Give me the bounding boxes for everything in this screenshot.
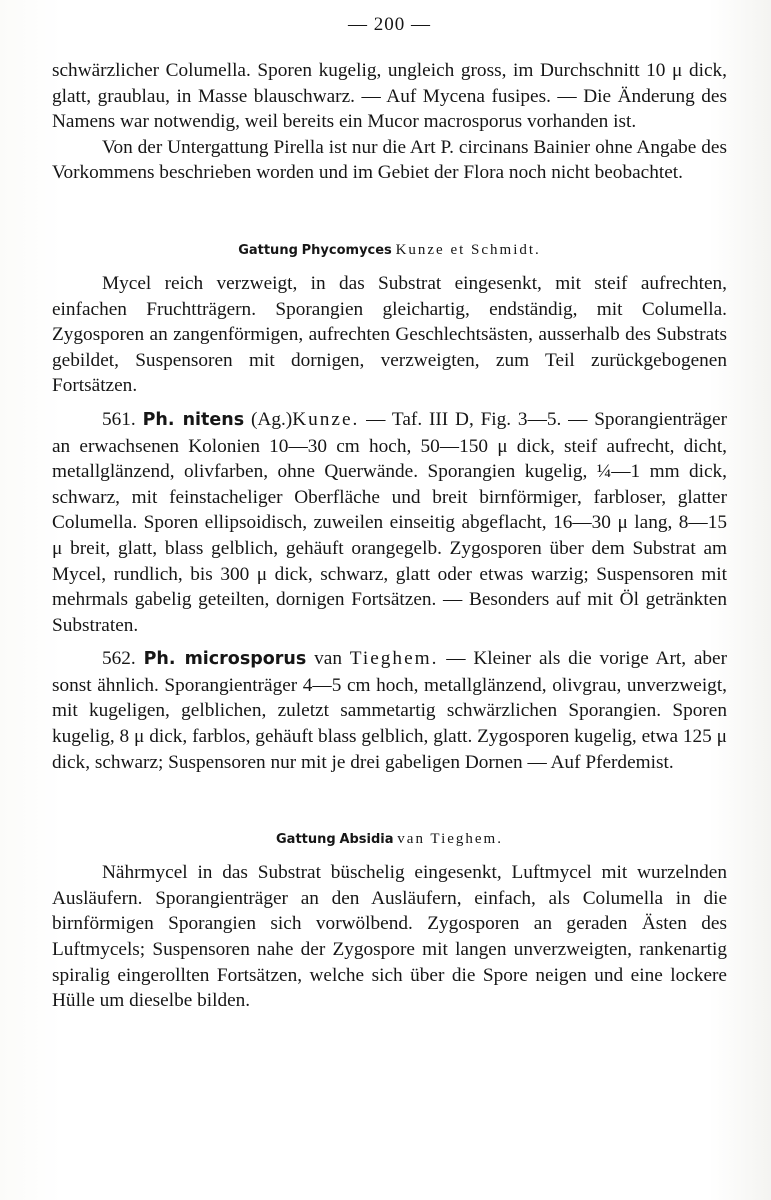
species-number: 561. — [102, 408, 136, 430]
paragraph-pirella: Von der Untergattung Pirella ist nur die Art P. circinans Bainier ohne Angabe des Vorkommens beschrieben worden und im Gebiet der Flora noch nicht beobachtet. — [52, 136, 727, 184]
species-text: — Kleiner als die vorige Art, aber sonst ähnlich. Sporangienträger 4—5 cm hoch, metallglänzend, olivgrau, unverzweigt, mit kugeligen, gelblichen, zuletzt sammetartig schwärzlichen Sporangien. Sporen kugelig, 8 μ dick, farblos, gehäuft blass gelblich, glatt. Zygosporen kugelig, etwa 125 μ dick, schwarz; Suspensoren nur mit je drei gabeligen Dornen — Auf Pferdemist. — [52, 648, 728, 773]
species-name: Ph. nitens — [142, 409, 245, 430]
genus-name: Phycomyces — [301, 242, 392, 258]
species-author-pre: (Ag.) — [250, 408, 293, 430]
species-text: — Taf. III D, Fig. 3—5. — Sporangienträger an erwachsenen Kolonien 10—30 cm hoch, 50—150 μ dick, steif aufrecht, dicht, metallglänzend, olivfarben, ohne Querwände. Sporangien kugelig, ¼—1 mm dick, schwarz, mit feinstacheliger Oberfläche und breit birnförmiger, farbloser, glatter Columella. Sporen ellipsoidisch, zuweilen einseitig abgeflacht, 16—30 μ lang, 8—15 μ breit, glatt, blass gelblich, gehäuft orangegelb. Zygosporen über dem Substrat am Mycel, rundlich, bis 300 μ dick, schwarz, glatt oder etwas warzig; Suspensoren mit mehrmals gabelig geteilten, dornigen Fortsätzen. — Besonders auf mit Öl getränkten Substraten. — [52, 408, 727, 636]
genus-heading-phycomyces — [52, 240, 727, 261]
species-entry-562 — [52, 646, 727, 775]
genus-heading-absidia — [52, 829, 727, 850]
species-number: 562. — [102, 648, 136, 670]
species-entry-561 — [52, 407, 727, 638]
genus-label: Gattung — [238, 242, 298, 258]
species-author: Tieghem. — [349, 648, 439, 670]
species-author-pre: van — [314, 648, 342, 670]
genus-author: van Tieghem. — [397, 831, 503, 848]
species-author: Kunze. — [292, 408, 360, 430]
species-name: Ph. microsporus — [143, 649, 307, 670]
paragraph-continuation: schwärzlicher Columella. Sporen kugelig, ungleich gross, im Durchschnitt 10 μ dick, glatt, graublau, in Masse blauschwarz. — Auf Mycena fusipes. — Die Änderung des Namens war notwendig, weil bereits ein Mucor macrosporus vorhanden ist. — [52, 60, 727, 133]
genus-description-phycomyces: Mycel reich verzweigt, in das Substrat eingesenkt, mit steif aufrechten, einfachen Fruchtträgern. Sporangien gleichartig, endständig, mit Columella. Zygosporen an zangenförmigen, aufrechten Geschlechtsästen, ausserhalb des Substrats gebildet, Suspensoren mit dornigen, verzweigten, zum Teil zurückgebogenen Fortsätzen. — [52, 272, 727, 397]
page-number: — 200 — — [348, 14, 431, 35]
genus-author: Kunze et Schmidt. — [395, 241, 541, 258]
genus-name: Absidia — [339, 832, 394, 848]
genus-description-absidia: Nährmycel in das Substrat büschelig eingesenkt, Luftmycel mit wurzelnden Ausläufern. Sporangienträger an den Ausläufern, einfach, als Columella in die birnförmigen Sporangien sich vorwölbend. Zygosporen an geraden Ästen des Luftmycels; Suspensoren nahe der Zygospore mit langen unverzweigten, rankenartig spiralig eingerollten Fortsätzen, welche sich über die Spore neigen und eine lockere Hülle um dieselbe bilden. — [52, 862, 727, 1012]
genus-label: Gattung — [276, 832, 336, 848]
